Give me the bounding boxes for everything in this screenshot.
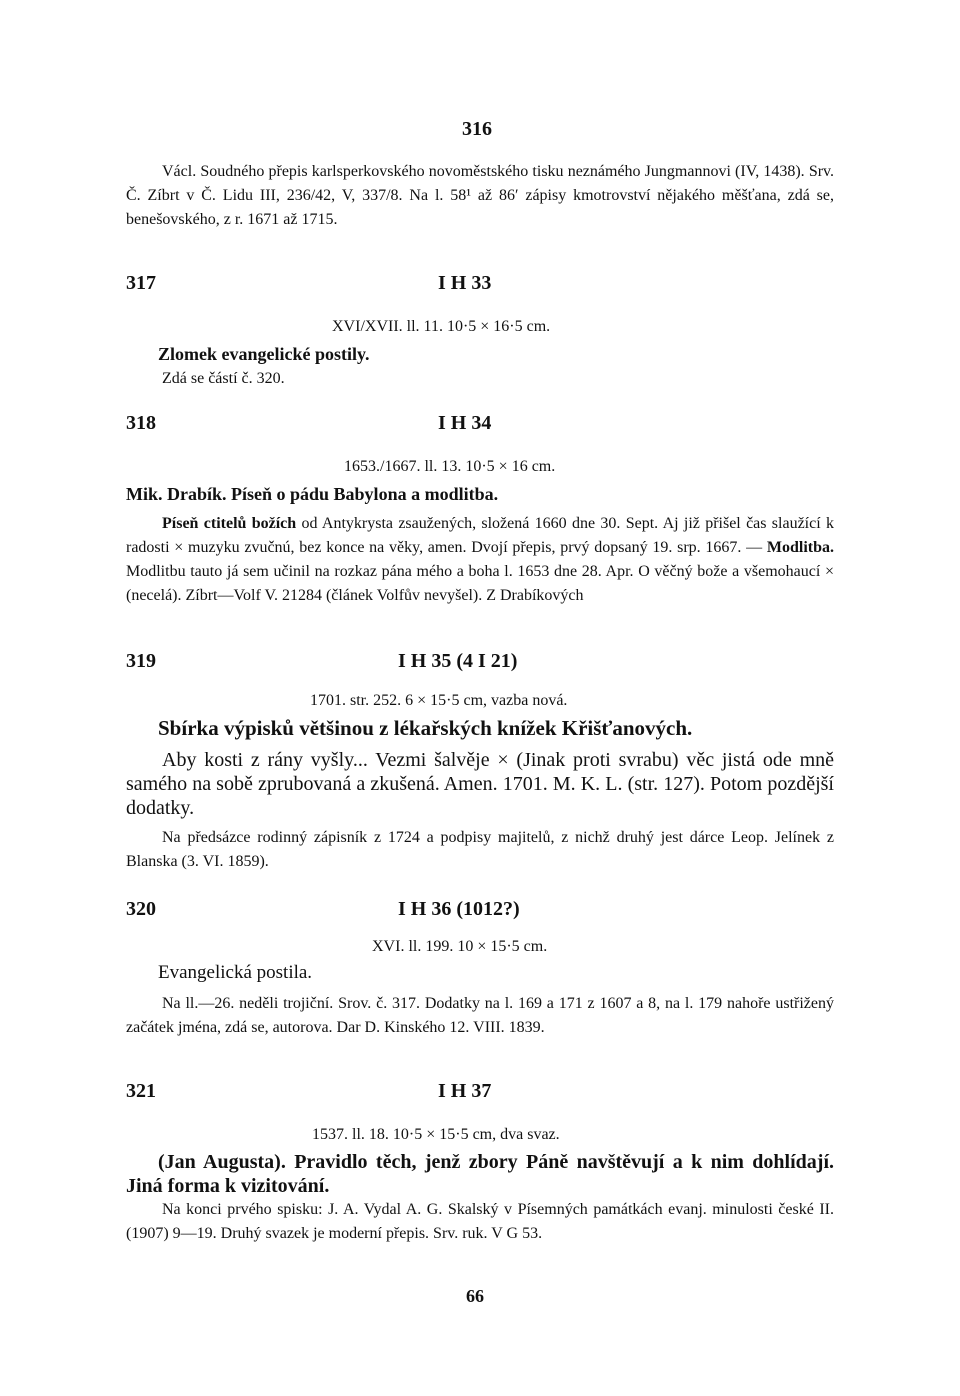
entry-number: 317 [126,272,156,294]
note-text: Na předsázce rodinný zápisník z 1724 a podpisy majitelů, z nichž druhý jest dárce Leop. Jelínek z Blanska (3. VI. 1859). [126,829,834,870]
entry-title: Zlomek evangelické postily. [158,344,370,364]
intro-paragraph [126,160,834,232]
entry-meta: 1701. str. 252. 6 × 15·5 cm, vazba nová. [310,692,568,709]
entry-meta: XVI. ll. 199. 10 × 15·5 cm. [372,938,548,955]
entry-note [126,992,834,1040]
entry-signature: I H 37 [438,1080,492,1102]
entry-signature: I H 33 [438,272,492,294]
quote-text: Aby kosti z rány vyšly... Vezmi šalvěje × (Jinak proti svrabu) věc jistá ode mně samého na sobě zprubovaná a zkušená. Amen. 1701. M. K. L. (str. 127). Potom pozdější dodatky. [126,749,834,819]
entry-note [126,826,834,874]
body-text: Modlitbu tauto já sem učinil na rozkaz pána mého a boha l. 1653 dne 28. Apr. O věčný bože a všemohaucí × (necelá). Zíbrt—Volf V. 21284 (článek Volfův nevyšel). Z Drabíkových [126,563,834,604]
note-text: Na konci prvého spisku: J. A. Vydal A. G. Skalský v Písemných památkách evanj. minulosti české II. (1907) 9—19. Druhý svazek je moderní přepis. Srv. ruk. V G 53. [126,1201,834,1242]
body-text: od Antykrysta zsaužených, složená 1660 dne 30. Sept. Aj již přišel čas slaužící k radosti × muzyku zvučnú, bez konce na věky, amen. Dvojí přepis, prvý dopsaný 19. srp. 1667. — [126,515,834,556]
entry-title: Mik. Drabík. Píseň o pádu Babylona a modlitba. [126,484,499,504]
entry-meta: XVI/XVII. ll. 11. 10·5 × 16·5 cm. [332,318,551,335]
entry-number: 320 [126,898,156,920]
entry-note: Zdá se částí č. 320. [162,370,285,387]
entry-signature: I H 34 [438,412,492,434]
entry-note [126,1198,834,1246]
entry-title [126,1150,834,1198]
intro-text: Václ. Soudného přepis karlsperkovského novoměstského tisku neznámého Jungmannovi (IV, 1438). Srv. Č. Zíbrt v Č. Lidu III, 236/42, V, 337/8. Na l. 58¹ až 86′ zápisy kmotrovství nějakého měšťana, zdá se, benešovského, z r. 1671 až 1715. [126,163,834,228]
note-text: Na ll.—26. neděli trojiční. Srov. č. 317. Dodatky na l. 169 a 171 z 1607 a 8, na l. 179 nahoře ustřižený začátek jména, zdá se, autorova. Dar D. Kinského 12. VIII. 1839. [126,995,834,1036]
entry-signature: I H 36 (1012?) [398,898,520,920]
page-number: 316 [462,118,492,140]
body-bold-text: Modlitba. [766,539,834,556]
entry-number: 318 [126,412,156,434]
entry-number: 321 [126,1080,156,1102]
entry-meta: 1653./1667. ll. 13. 10·5 × 16 cm. [344,458,556,475]
entry-meta: 1537. ll. 18. 10·5 × 15·5 cm, dva svaz. [312,1126,560,1143]
entry-signature: I H 35 (4 I 21) [398,650,518,672]
entry-title: Sbírka výpisků většinou z lékařských knížek Křišťanových. [158,716,693,740]
entry-body [126,512,834,608]
title-text: (Jan Augusta). Pravidlo těch, jenž zbory Páně navštěvují a k nim dohlídají. Jiná forma k vizitování. [126,1151,834,1197]
footer-page-number: 66 [466,1286,484,1306]
entry-quote [126,748,834,820]
entry-number: 319 [126,650,156,672]
body-bold-text: Píseň ctitelů božích [162,515,297,532]
entry-title: Evangelická postila. [158,962,313,983]
